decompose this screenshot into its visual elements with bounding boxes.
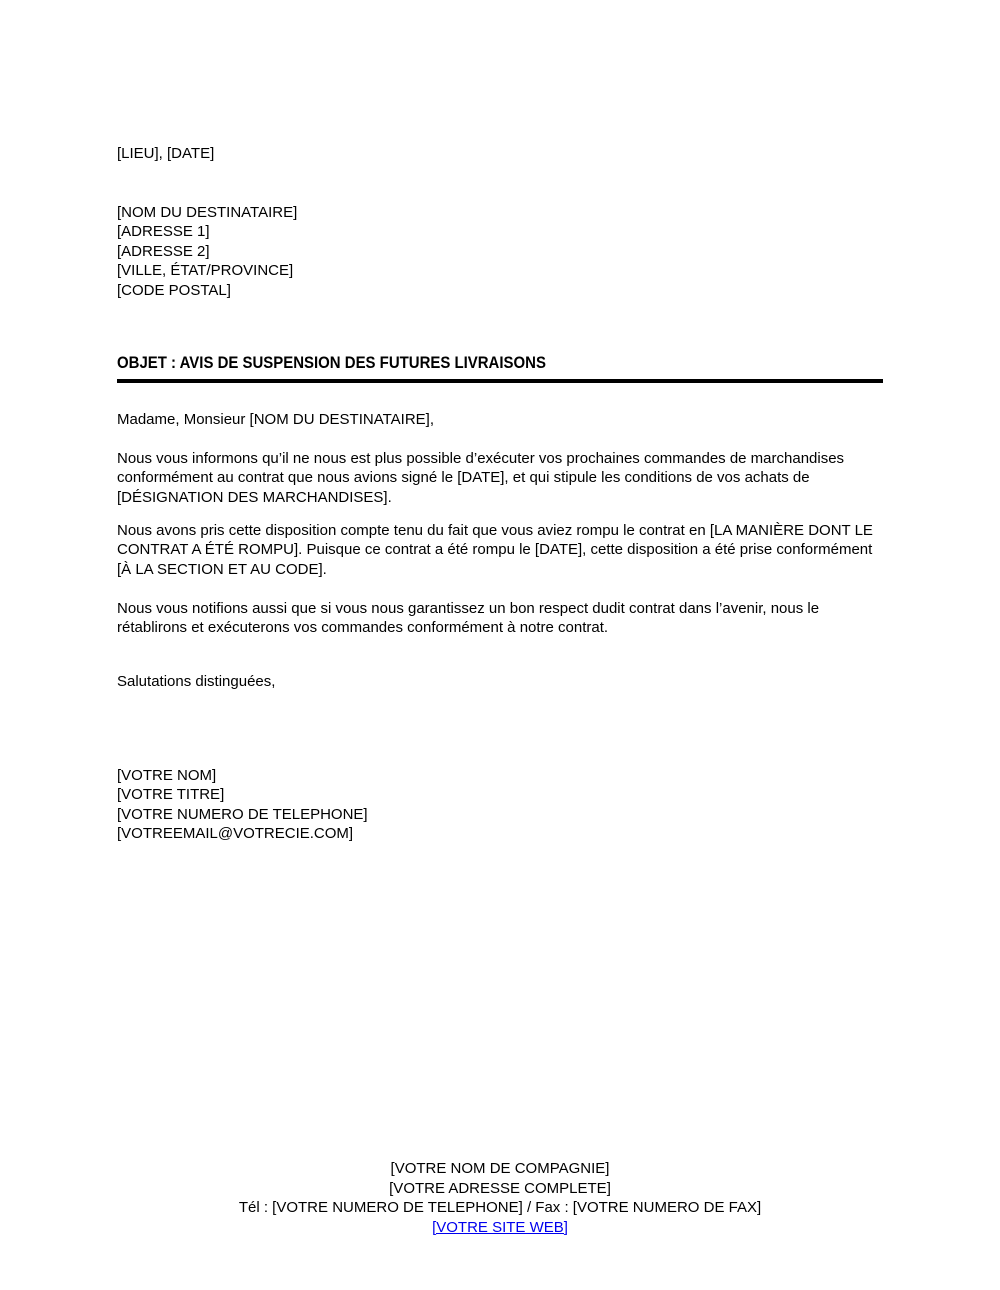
signature-block bbox=[117, 766, 883, 844]
sender-email: [VOTREEMAIL@VOTRECIE.COM] bbox=[117, 825, 354, 843]
website-link[interactable]: [VOTRE SITE WEB] bbox=[432, 1218, 568, 1236]
sender-name: [VOTRE NOM] bbox=[117, 767, 217, 784]
sender-phone: [VOTRE NUMERO DE TELEPHONE] bbox=[117, 805, 368, 823]
subject-heading: OBJET : AVIS DE SUSPENSION DES FUTURES LIVRAISONS bbox=[117, 353, 546, 372]
recipient-name: [NOM DU DESTINATAIRE] bbox=[117, 204, 298, 221]
recipient-city-state: [VILLE, ÉTAT/PROVINCE] bbox=[117, 262, 294, 280]
body-paragraph-2: Nous avons pris cette disposition compte tenu du fait que vous aviez rompu le contrat en [LA MANIÈRE DONT LE CONTRAT A ÉTÉ ROMPU]. Puisque ce contrat a été rompu le [DATE], cette disposition a été prise conformément [À LA SECTION ET AU CODE]. bbox=[117, 522, 873, 578]
recipient-address-1: [ADRESSE 1] bbox=[117, 223, 210, 241]
footer-address: [VOTRE ADRESSE COMPLETE] bbox=[389, 1179, 611, 1197]
footer-website-line bbox=[117, 1218, 883, 1238]
footer-company-name: [VOTRE NOM DE COMPAGNIE] bbox=[390, 1160, 610, 1177]
recipient-postal-code: [CODE POSTAL] bbox=[117, 281, 231, 299]
subject-block bbox=[117, 353, 883, 383]
closing-line: Salutations distinguées, bbox=[117, 673, 276, 690]
body-paragraph-3: Nous vous notifions aussi que si vous nous garantissez un bon respect dudit contrat dans l’avenir, nous le rétablirons et exécuterons vos commandes conformément à notre contrat. bbox=[117, 600, 820, 637]
sender-title: [VOTRE TITRE] bbox=[117, 786, 225, 804]
recipient-address-2: [ADRESSE 2] bbox=[117, 242, 210, 260]
salutation: Madame, Monsieur [NOM DU DESTINATAIRE], bbox=[117, 411, 435, 428]
body-paragraph-1: Nous vous informons qu’il ne nous est plus possible d’exécuter vos prochaines commandes de marchandises conformément au contrat que nous avions signé le [DATE], et qui stipule les conditions de vos achats de [DÉSIGNATION DES MARCHANDISES]. bbox=[117, 450, 845, 506]
subject-rule bbox=[117, 379, 883, 383]
company-footer bbox=[117, 1159, 883, 1237]
footer-phone-fax: Tél : [VOTRE NUMERO DE TELEPHONE] / Fax : [VOTRE NUMERO DE FAX] bbox=[238, 1199, 762, 1217]
date-line: [LIEU], [DATE] bbox=[117, 145, 215, 162]
recipient-address-block bbox=[117, 203, 883, 300]
